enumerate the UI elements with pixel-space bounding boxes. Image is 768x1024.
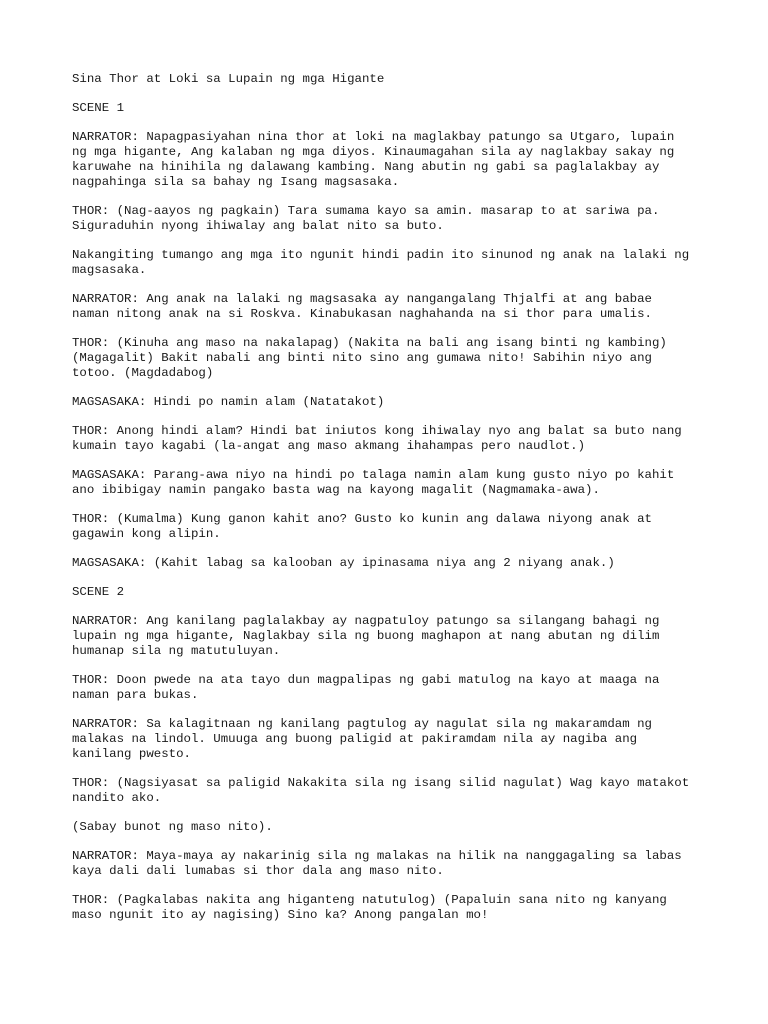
scene-heading: SCENE 1 [72,101,125,115]
script-paragraph: NARRATOR: Maya-maya ay nakarinig sila ng malakas na hilik na nanggagaling sa labas kaya dali dali lumabas si thor dala ang maso nito. [72,849,682,878]
script-paragraph: (Sabay bunot ng maso nito). [72,820,273,834]
script-paragraph: THOR: (Nag-aayos ng pagkain) Tara sumama kayo sa amin. masarap to at sariwa pa. Siguraduhin nyong ihiwalay ang balat nito sa buto. [72,204,660,233]
script-paragraph: THOR: (Kumalma) Kung ganon kahit ano? Gusto ko kunin ang dalawa niyong anak at gagawin kong alipin. [72,512,652,541]
script-paragraph: THOR: (Kinuha ang maso na nakalapag) (Nakita na bali ang isang binti ng kambing) (Magagalit) Bakit nabali ang binti nito sino ang gumawa nito! Sabihin niyo ang totoo. (Magdadabog) [72,336,667,380]
document-title: Sina Thor at Loki sa Lupain ng mga Higante [72,72,385,86]
script-paragraph: THOR: (Nagsiyasat sa paligid Nakakita sila ng isang silid nagulat) Wag kayo matakot nandito ako. [72,776,690,805]
script-paragraph: MAGSASAKA: Parang-awa niyo na hindi po talaga namin alam kung gusto niyo po kahit ano ibibigay namin pangako basta wag na kayong magalit (Nagmamaka-awa). [72,468,675,497]
script-paragraph: NARRATOR: Ang anak na lalaki ng magsasaka ay nangangalang Thjalfi at ang babae naman nitong anak na si Roskva. Kinabukasan naghahanda na si thor para umalis. [72,292,652,321]
script-paragraph: Nakangiting tumango ang mga ito ngunit hindi padin ito sinunod ng anak na lalaki ng magsasaka. [72,248,690,277]
script-paragraph: THOR: Anong hindi alam? Hindi bat iniutos kong ihiwalay nyo ang balat sa buto nang kumain tayo kagabi (la-angat ang maso akmang ihahampas pero naudlot.) [72,424,682,453]
script-paragraph: NARRATOR: Ang kanilang paglalakbay ay nagpatuloy patungo sa silangang bahagi ng lupain ng mga higante, Naglakbay sila ng buong maghapon at nang abutan ng dilim humanap sila ng matutuluyan. [72,614,660,658]
script-paragraph: THOR: Doon pwede na ata tayo dun magpalipas ng gabi matulog na kayo at maaga na naman para bukas. [72,673,660,702]
script-paragraph: MAGSASAKA: (Kahit labag sa kalooban ay ipinasama niya ang 2 niyang anak.) [72,556,615,570]
script-paragraph: NARRATOR: Sa kalagitnaan ng kanilang pagtulog ay nagulat sila ng makaramdam ng malakas na lindol. Umuuga ang buong paligid at pakiramdam nila ay nagiba ang kanilang pwesto. [72,717,652,761]
scene-heading: SCENE 2 [72,585,125,599]
script-paragraph: MAGSASAKA: Hindi po namin alam (Natatakot) [72,395,385,409]
document-page [72,72,712,937]
script-paragraph: NARRATOR: Napagpasiyahan nina thor at loki na maglakbay patungo sa Utgaro, lupain ng mga higante, Ang kalaban ng mga diyos. Kinaumagahan sila ay naglakbay sakay ng karuwahe na hinihila ng dalawang kambing. Nang abutin ng gabi sa paglalakbay ay nagpahinga sila sa bahay ng Isang magsasaka. [72,130,675,189]
script-paragraph: THOR: (Pagkalabas nakita ang higanteng natutulog) (Papaluin sana nito ng kanyang maso ngunit ito ay nagising) Sino ka? Anong pangalan mo! [72,893,667,922]
